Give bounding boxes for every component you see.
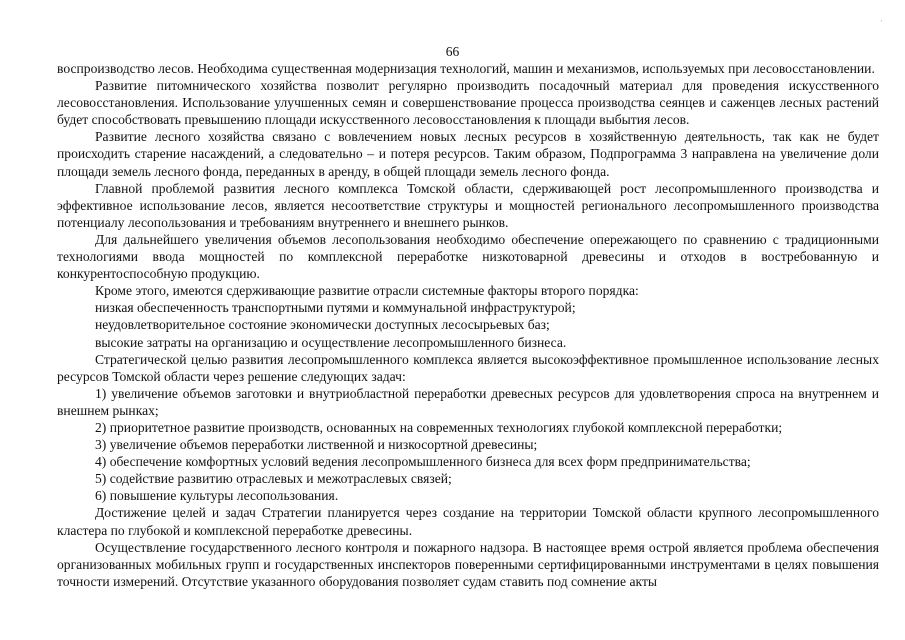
list-item: 2) приоритетное развитие производств, основанных на современных технологиях глубокой комплексной переработки; bbox=[95, 419, 783, 435]
list-item: 1) увеличение объемов заготовки и внутриобластной переработки древесных ресурсов для удовлетворения спроса на внутреннем и внешнем рынках; bbox=[57, 385, 879, 418]
paragraph: Развитие лесного хозяйства связано с вовлечением новых лесных ресурсов в хозяйственную деятельность, так как не будет происходить старение насаждений, а следовательно – и потеря ресурсов. Таким образом, Подпрограмма 3 направлена на увеличение доли площади земель лесного фонда, переданных в аренду, в общей площади земель лесного фонда. bbox=[57, 129, 879, 179]
list-item: 5) содействие развитию отраслевых и межотраслевых связей; bbox=[95, 471, 452, 487]
body-text bbox=[57, 60, 879, 590]
paragraph: Развитие питомнического хозяйства позволит регулярно производить посадочный материал для проведения искусственного лесовосстановления. Использование улучшенных семян и совершенствование процесса производства сеянцев и саженцев лесных растений будет способствовать превышению площади искусственного лесовосстановления к площади выбытия лесов. bbox=[57, 78, 879, 128]
list-item: низкая обеспеченность транспортными путями и коммунальной инфраструктурой; bbox=[95, 300, 576, 316]
paragraph: Достижение целей и задач Стратегии планируется через создание на территории Томской области крупного лесопромышленного кластера по глубокой и комплексной переработке древесины. bbox=[57, 505, 879, 538]
scan-mark: · bbox=[880, 16, 883, 26]
list-item: высокие затраты на организацию и осуществление лесопромышленного бизнеса. bbox=[95, 334, 567, 350]
list-item: 6) повышение культуры лесопользования. bbox=[95, 488, 339, 504]
list-item: 3) увеличение объемов переработки лиственной и низкосортной древесины; bbox=[95, 437, 538, 453]
paragraph: Осуществление государственного лесного контроля и пожарного надзора. В настоящее время острой является проблема обеспечения организованных мобильных групп и государственных инспекторов поверенными сертифицированными инструментами в целях повышения точности измерений. Отсутствие указанного оборудования позволяет судам ставить под сомнение акты bbox=[57, 539, 879, 589]
paragraph: воспроизводство лесов. Необходима существенная модернизация технологий, машин и механизмов, используемых при лесовосстановлении. bbox=[57, 61, 875, 76]
list-item: неудовлетворительное состояние экономически доступных лесосырьевых баз; bbox=[95, 317, 550, 333]
paragraph: Для дальнейшего увеличения объемов лесопользования необходимо обеспечение опережающего по сравнению с традиционными технологиями ввода мощностей по комплексной переработке низкотоварной древесины и отходов в востребованную и конкурентоспособную продукцию. bbox=[57, 231, 879, 282]
list-item: 4) обеспечение комфортных условий ведения лесопромышленного бизнеса для всех форм предпринимательства; bbox=[95, 454, 751, 470]
paragraph: Главной проблемой развития лесного комплекса Томской области, сдерживающей рост лесопромышленного производства и эффективное использование лесов, является несоответствие структуры и мощностей регионального лесопромышленного производства потенциалу лесопользования и требованиям внутреннего и внешнего рынков. bbox=[57, 180, 879, 230]
page-number: 66 bbox=[445, 44, 460, 59]
paragraph: Кроме этого, имеются сдерживающие развитие отрасли системные факторы второго порядка: bbox=[95, 283, 639, 299]
paragraph: Стратегической целью развития лесопромышленного комплекса является высокоэффективное промышленное использование лесных ресурсов Томской области через решение следующих задач: bbox=[57, 351, 879, 384]
